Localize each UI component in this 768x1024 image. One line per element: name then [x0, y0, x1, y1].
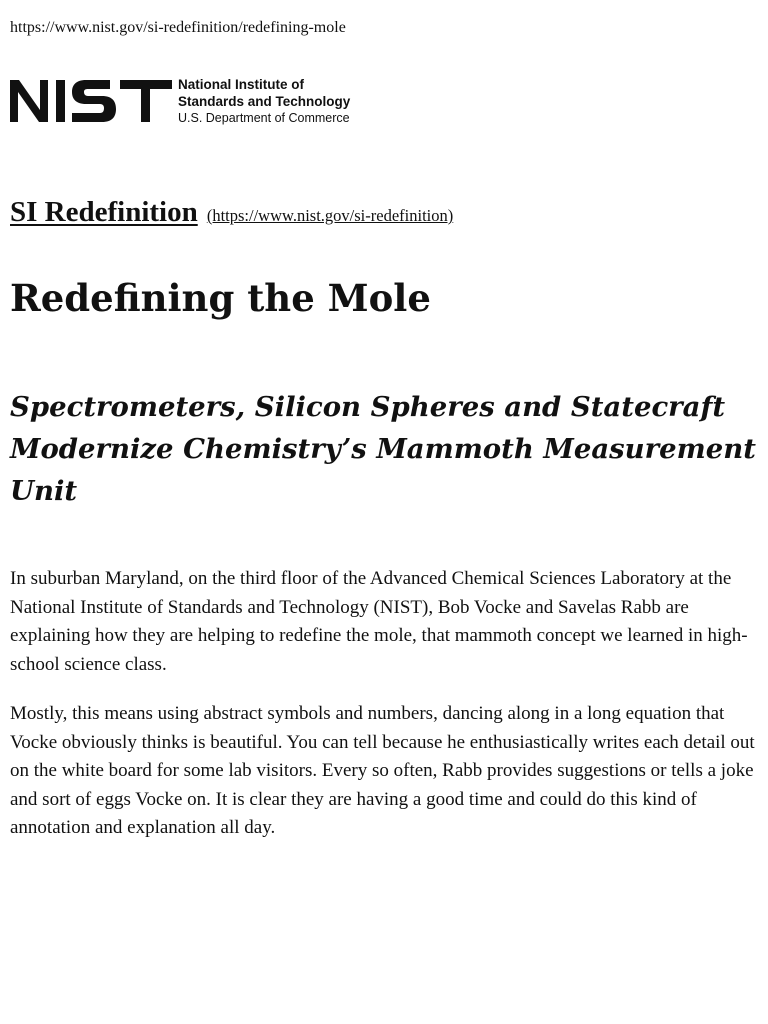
breadcrumb-si-redefinition[interactable]: SI Redefinition [10, 196, 198, 228]
nist-logo-mark [10, 76, 172, 124]
paragraph-1: In suburban Maryland, on the third floor of the Advanced Chemical Sciences Laboratory at the National Institute of Standards and Technology (NIST), Bob Vocke and Savelas Rabb are explaining how they are helping to redefine the mole, that mammoth concept we learned in high-school science class. [10, 568, 748, 675]
logo-line-2: Standards and Technology [178, 94, 351, 109]
page-title: Redefining the Mole [10, 276, 431, 320]
logo-line-3: U.S. Department of Commerce [178, 111, 350, 125]
breadcrumb-url-link[interactable]: (https://www.nist.gov/si-redefinition) [206, 206, 454, 225]
logo-line-1: National Institute of [178, 77, 304, 92]
article-subtitle: Spectrometers, Silicon Spheres and Statecraft Modernize Chemistry’s Mammoth Measurement Unit [10, 391, 756, 507]
nist-logo-text [178, 76, 350, 127]
breadcrumb [10, 196, 453, 229]
nist-logo[interactable] [10, 76, 350, 127]
paragraph-2: Mostly, this means using abstract symbols and numbers, dancing along in a long equation that Vocke obviously thinks is beautiful. You can tell because he enthusiastically writes each detail out on the white board for some lab visitors. Every so often, Rabb provides suggestions or tells a joke and sort of eggs Vocke on. It is clear they are having a good time and could do this kind of annotation and explanation all day. [10, 703, 755, 838]
page-url: https://www.nist.gov/si-redefinition/redefining-mole [10, 19, 346, 36]
